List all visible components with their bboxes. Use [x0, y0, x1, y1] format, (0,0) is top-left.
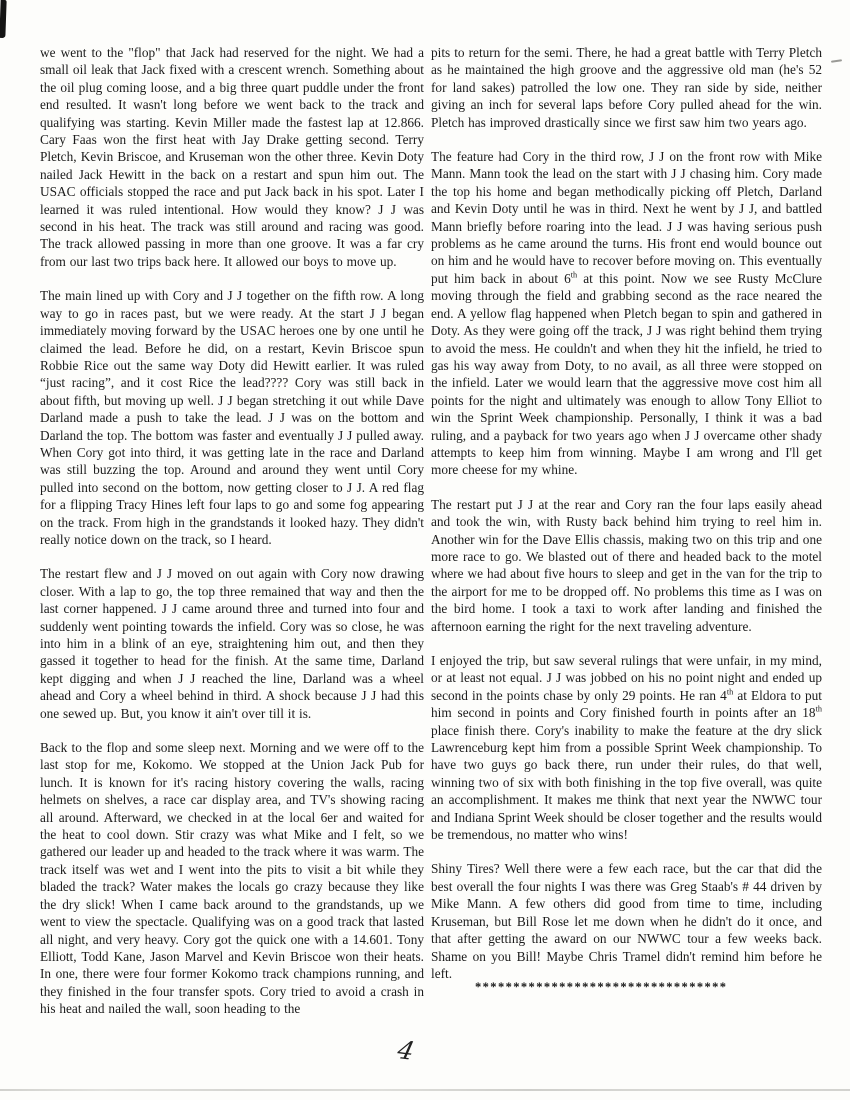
handwritten-page-number: 4	[394, 1035, 418, 1066]
paragraph: we went to the "flop" that Jack had reserved for the night. We had a small oil leak that Jack fixed with a crescent wrench. Something about the oil plug coming loose, and a big three quart puddle under the front end resulted. It wasn't long before we went back to the track and qualifying was starting. Kevin Miller made the fastest lap at 12.866. Cary Faas won the first heat with Jay Drake getting second. Terry Pletch, Kevin Briscoe, and Kruseman won the other three. Kevin Doty nailed Jack Hewitt in the back on a restart and spun him out. The USAC officials stopped the race and put Jack back in his spot. Later I learned it was ruled intentional. How would they know? J J was second in his heat. The track was still around and racing was good. The track allowed passing in more than one groove. It was a far cry from our last two trips back here. It allowed our boys to move up.	[40, 45, 424, 269]
left-column	[40, 44, 424, 1018]
paragraph: The restart put J J at the rear and Cory ran the four laps easily ahead and took the win, with Rusty back behind him trying to reel him in. Another win for the Dave Ellis chassis, making two on this trip and one more race to go. We blasted out of there and headed back to the motel where we had about five hours to sleep and get in the van for the trip to the airport for me to be dropped off. No problems this time as I was on the bird home. I took a taxi to work after landing and finished the afternoon earning the right for the next traveling adventure.	[431, 496, 822, 634]
paragraph: pits to return for the semi. There, he had a great battle with Terry Pletch as he maintained the high groove and the aggressive old man (he's 52 for land sakes) patrolled the low one. They ran side by side, neither giving an inch for several laps before Cory pulled ahead for the win. Pletch has improved drastically since we first saw him two years ago.	[431, 45, 822, 130]
paragraph: The restart flew and J J moved on out again with Cory now drawing closer. With a lap to go, the top three remained that way and then the last corner happened. J J came around three and turned into four and suddenly went pointing towards the infield. Cory was so close, he was into him in a blink of an eye, straightening him out, and then they gassed it together to head for the finish. At the same time, Darland kept digging and when J J reached the line, Darland was a wheel ahead and Cory a wheel behind in third. A shock because J J had this one sewed up. But, you know it ain't over till it is.	[40, 566, 424, 721]
scan-artifact-bottom-line	[0, 1089, 850, 1091]
paragraph: Back to the flop and some sleep next. Morning and we were off to the last stop for me, Kokomo. We stopped at the Union Jack Pub for lunch. It is known for it's racing history covering the walls, racing helmets on shelves, a race car display area, and TV's showing racing all around. Afterward, we checked in at the local 6er and waited for the heat to cool down. Stir crazy was what Mike and I felt, so we gathered our leader up and headed to the track where it was warm. The track itself was wet and I went into the pits to visit a bit while they bladed the track? Water makes the locals go crazy because they like the dry slick! When I came back around to the grandstands, up we went to view the spectacle. Qualifying was on a good track that lasted all night, and very heavy. Cory got the quick one with a 14.601. Tony Elliott, Todd Kane, Jason Marvel and Kevin Briscoe won their heats. In one, there were four former Kokomo track champions running, and they finished in the four transfer spots. Cory tried to avoid a crash in his heat and nailed the wall, soon heading to the	[40, 740, 424, 1017]
right-column	[431, 44, 822, 997]
asterisk-separator: *********************************	[475, 980, 728, 995]
right-column-paragraphs	[431, 44, 822, 982]
paragraph: I enjoyed the trip, but saw several rulings that were unfair, in my mind, or at least not equal. J J was jobbed on his no point night and ended up second in the points chase by only 29 points. He ran 4th at Eldora to put him second in points and Cory finished fourth in points after an 18th place finish there. Cory's inability to make the feature at the dry slick Lawrenceburg kept him from a possible Sprint Week championship. To have two guys go back there, run under their rules, do that well, winning two of six with both finishing in the top five overall, was quite an accomplishment. It makes me think that next year the NWWC tour and Indiana Sprint Week should be closer together and the results would be tremendous, no matter who wins!	[431, 653, 822, 843]
paragraph: The main lined up with Cory and J J together on the fifth row. A long way to go in races past, but we were ready. At the start J J began immediately moving forward by the USAC heroes one by one until he claimed the lead. Before he did, on a restart, Kevin Briscoe spun Robbie Rice out the same way Doty did Hewitt earlier. It was ruled “just racing”, and it cost Rice the lead???? Cory was still back in about fifth, but moving up well. J J began stretching it out while Dave Darland made a push to take the lead. J J was on the bottom and Darland the top. The bottom was faster and eventually J J pulled away. When Cory got into third, it was getting late in the race and Darland was still buzzing the top. Around and around they went until Cory pulled into second on the bottom, now getting closer to J J. A red flag for a flipping Tracy Hines left four laps to go and some fog appearing on the track. From high in the grandstands it looked hazy. They didn't really notice down on the track, so I heard.	[40, 288, 424, 547]
paragraph: The feature had Cory in the third row, J J on the front row with Mike Mann. Mann took the lead on the start with J J chasing him. Cory made the top his home and began methodically picking off Pletch, Darland and Kevin Doty until he was in third. Next he went by J J, and battled Mann briefly before roaring into the lead. J J was having serious push problems as he came around the turns. His front end would bounce out on him and he would have to recover before moving on. This eventually put him back in about 6th at this point. Now we see Rusty McClure moving through the field and grabbing second as the race neared the end. A yellow flag happened when Pletch began to spin and gathered in Doty. As they were going off the track, J J was right behind them trying to avoid the mess. He couldn't and when they hit the infield, he tried to gas his way away from Doty, to no avail, as all three were stopped on the infield. Later we would learn that the aggressive move cost him all points for the night and ultimately was enough to allow Tony Elliot to win the Sprint Week championship. Personally, I think it was a bad ruling, and a payback for two years ago when J J overcame other shady attempts to keep him from winning. Maybe I am wrong and I'll get more cheese for my whine.	[431, 149, 822, 478]
scan-artifact-top-left	[0, 0, 7, 38]
scan-artifact-right-dash	[831, 59, 842, 63]
paragraph: Shiny Tires? Well there were a few each race, but the car that did the best overall the four nights I was there was Greg Staab's # 44 driven by Mike Mann. A few others did good from time to time, including Kruseman, but Bill Rose let me down when he didn't do it once, and that after getting the award on our NWWC tour a few weeks back. Shame on you Bill! Maybe Chris Tramel didn't remind him before he left.	[431, 861, 822, 981]
